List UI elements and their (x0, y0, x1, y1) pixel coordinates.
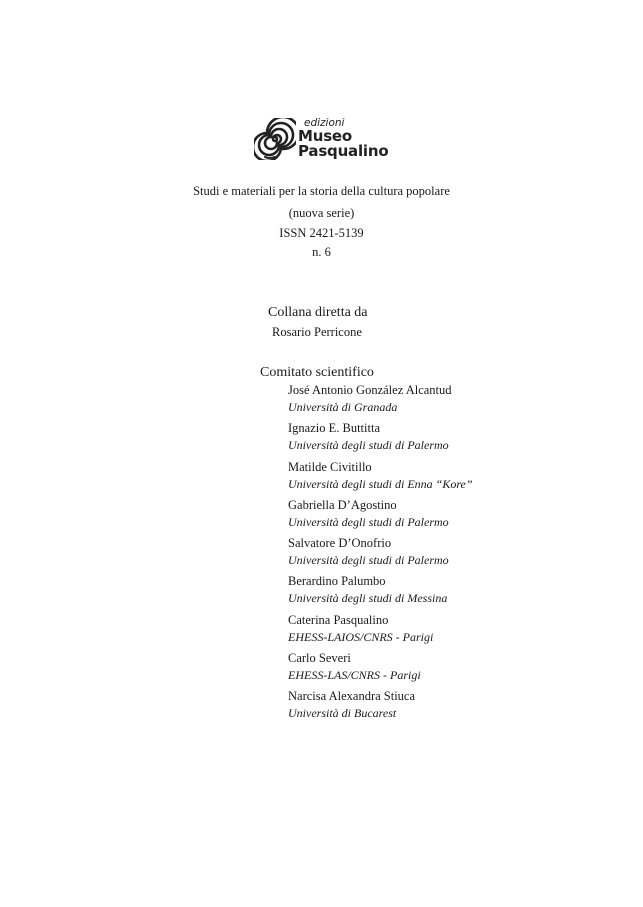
member-affiliation: EHESS-LAIOS/CNRS - Parigi (288, 629, 434, 644)
logo-museo: Museo (298, 127, 353, 145)
member-name: Gabriella D’Agostino (288, 497, 397, 512)
spiral-logo-icon (254, 118, 296, 160)
committee-list (288, 382, 618, 727)
member-affiliation: Università degli studi di Palermo (288, 514, 449, 529)
member-affiliation: Università di Granada (288, 400, 398, 414)
member-name: Salvatore D’Onofrio (288, 536, 392, 551)
director-name: Rosario Perricone (272, 325, 362, 339)
member-name: Ignazio E. Buttitta (288, 421, 380, 436)
list-item (288, 420, 618, 458)
member-affiliation: EHESS-LAS/CNRS - Parigi (288, 668, 421, 683)
logo-edizioni: edizioni (304, 117, 345, 129)
member-affiliation: Università degli studi di Palermo (288, 438, 449, 453)
list-item (288, 497, 618, 535)
member-name: Narcisa Alexandra Stiuca (288, 689, 416, 704)
list-item (288, 382, 618, 420)
list-item (288, 535, 618, 573)
member-affiliation: Università degli studi di Palermo (288, 553, 449, 568)
list-item (288, 573, 618, 611)
member-affiliation: Università degli studi di Enna “Kore” (288, 476, 473, 491)
member-name: Caterina Pasqualino (288, 612, 389, 627)
list-item (288, 650, 618, 688)
member-name: Berardino Palumbo (288, 574, 386, 589)
member-name: José Antonio González Alcantud (288, 383, 452, 397)
list-item (288, 459, 618, 497)
logo-pasqualino: Pasqualino (298, 142, 389, 160)
series-subtitle: (nuova serie) (288, 206, 355, 220)
member-name: Carlo Severi (288, 651, 351, 666)
list-item (288, 688, 618, 726)
series-issn: ISSN 2421-5139 (279, 226, 364, 240)
director-heading: Collana diretta da (268, 305, 368, 320)
member-name: Matilde Civitillo (288, 459, 372, 474)
member-affiliation: Università degli studi di Messina (288, 591, 448, 606)
member-affiliation: Università di Bucarest (288, 706, 397, 721)
committee-heading: Comitato scientifico (260, 365, 374, 380)
publisher-logo (254, 118, 394, 164)
series-title: Studi e materiali per la storia della cultura popolare (193, 184, 450, 198)
list-item (288, 612, 618, 650)
series-number: n. 6 (312, 245, 331, 259)
